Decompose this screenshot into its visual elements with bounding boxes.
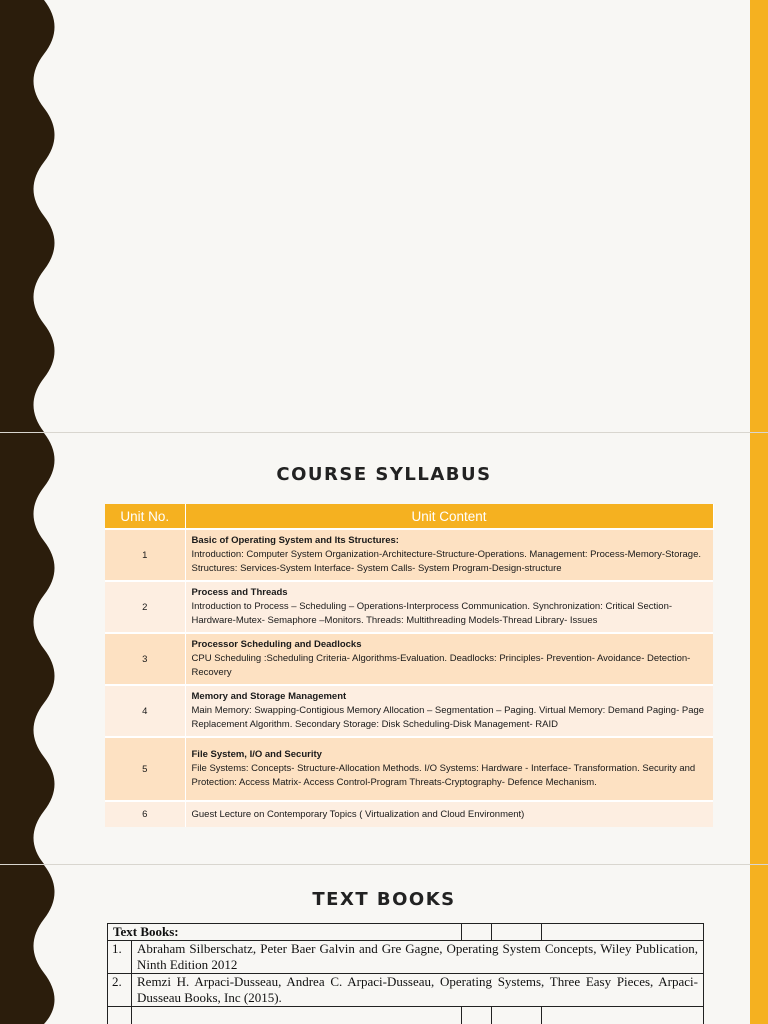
unit-title: File System, I/O and Security	[191, 749, 322, 760]
slide-course-syllabus	[0, 433, 768, 864]
unit-title: Basic of Operating System and Its Structures:	[191, 535, 399, 546]
table-row	[105, 529, 713, 581]
textbooks-table	[107, 923, 704, 1024]
unit-number: 5	[105, 737, 185, 801]
table-header-row	[105, 504, 713, 529]
unit-content	[185, 529, 713, 581]
slide-text-books	[0, 865, 768, 1024]
unit-content	[185, 737, 713, 801]
book-number: 1.	[108, 941, 132, 974]
accent-bar	[750, 433, 768, 864]
syllabus-table	[105, 504, 714, 827]
table-row	[108, 941, 704, 974]
book-number: 2.	[108, 974, 132, 1007]
page-title: COURSE SYLLABUS	[276, 464, 492, 485]
textbooks-header: Text Books:	[108, 924, 462, 941]
unit-number: 1	[105, 529, 185, 581]
book-citation: Abraham Silberschatz, Peter Baer Galvin and Gre Gagne, Operating System Concepts, Wiley Publication, Ninth Edition 2012	[132, 941, 704, 974]
unit-title: Memory and Storage Management	[191, 691, 347, 702]
unit-content	[185, 633, 713, 685]
unit-number: 2	[105, 581, 185, 633]
table-row	[105, 801, 713, 827]
book-citation: Remzi H. Arpaci-Dusseau, Andrea C. Arpaci-Dusseau, Operating Systems, Three Easy Pieces, Arpaci-Dusseau Books, Inc (2015).	[132, 974, 704, 1007]
table-row	[105, 633, 713, 685]
unit-title: Process and Threads	[191, 587, 288, 598]
unit-number: 3	[105, 633, 185, 685]
unit-body: CPU Scheduling :Scheduling Criteria- Algorithms-Evaluation. Deadlocks: Principles- Prevention- Avoidance- Detection-Recovery	[191, 653, 691, 678]
unit-number: 6	[105, 801, 185, 827]
table-row	[105, 581, 713, 633]
slide-blank	[0, 0, 768, 432]
wavy-border-decoration	[0, 0, 60, 432]
table-row	[108, 974, 704, 1007]
unit-number: 4	[105, 685, 185, 737]
table-row	[108, 1007, 704, 1024]
unit-content	[185, 685, 713, 737]
unit-body: Guest Lecture on Contemporary Topics ( Virtualization and Cloud Environment)	[191, 808, 525, 820]
table-row	[105, 737, 713, 801]
wavy-border-decoration	[0, 433, 60, 864]
unit-body: Main Memory: Swapping-Contigious Memory Allocation – Segmentation – Paging. Virtual Memory: Demand Paging- Page Replacement Algorithm. Secondary Storage: Disk Scheduling-Disk Management- RAID	[191, 705, 705, 730]
unit-body: Introduction to Process – Scheduling – Operations-Interprocess Communication. Synchronization: Critical Section-Hardware-Mutex- Semaphore –Monitors. Threads: Multithreading Models-Thread Library- Issues	[191, 601, 673, 626]
table-header-row	[108, 924, 704, 941]
unit-title: Processor Scheduling and Deadlocks	[191, 639, 362, 650]
unit-content	[185, 801, 713, 827]
column-header-unit-no: Unit No.	[105, 504, 185, 529]
page-title: TEXT BOOKS	[312, 889, 456, 910]
accent-bar	[750, 0, 768, 432]
unit-content	[185, 581, 713, 633]
unit-body: Introduction: Computer System Organization-Architecture-Structure-Operations. Management: Process-Memory-Storage. Structures: Services-System Interface- System Calls- System Program-Design-structure	[191, 549, 702, 574]
table-row	[105, 685, 713, 737]
column-header-unit-content: Unit Content	[185, 504, 713, 529]
unit-body: File Systems: Concepts- Structure-Allocation Methods. I/O Systems: Hardware - Interface- Transformation. Security and Protection: Access Matrix- Access Control-Program Threats-Cryptography- Defence Mechanism.	[191, 763, 696, 788]
